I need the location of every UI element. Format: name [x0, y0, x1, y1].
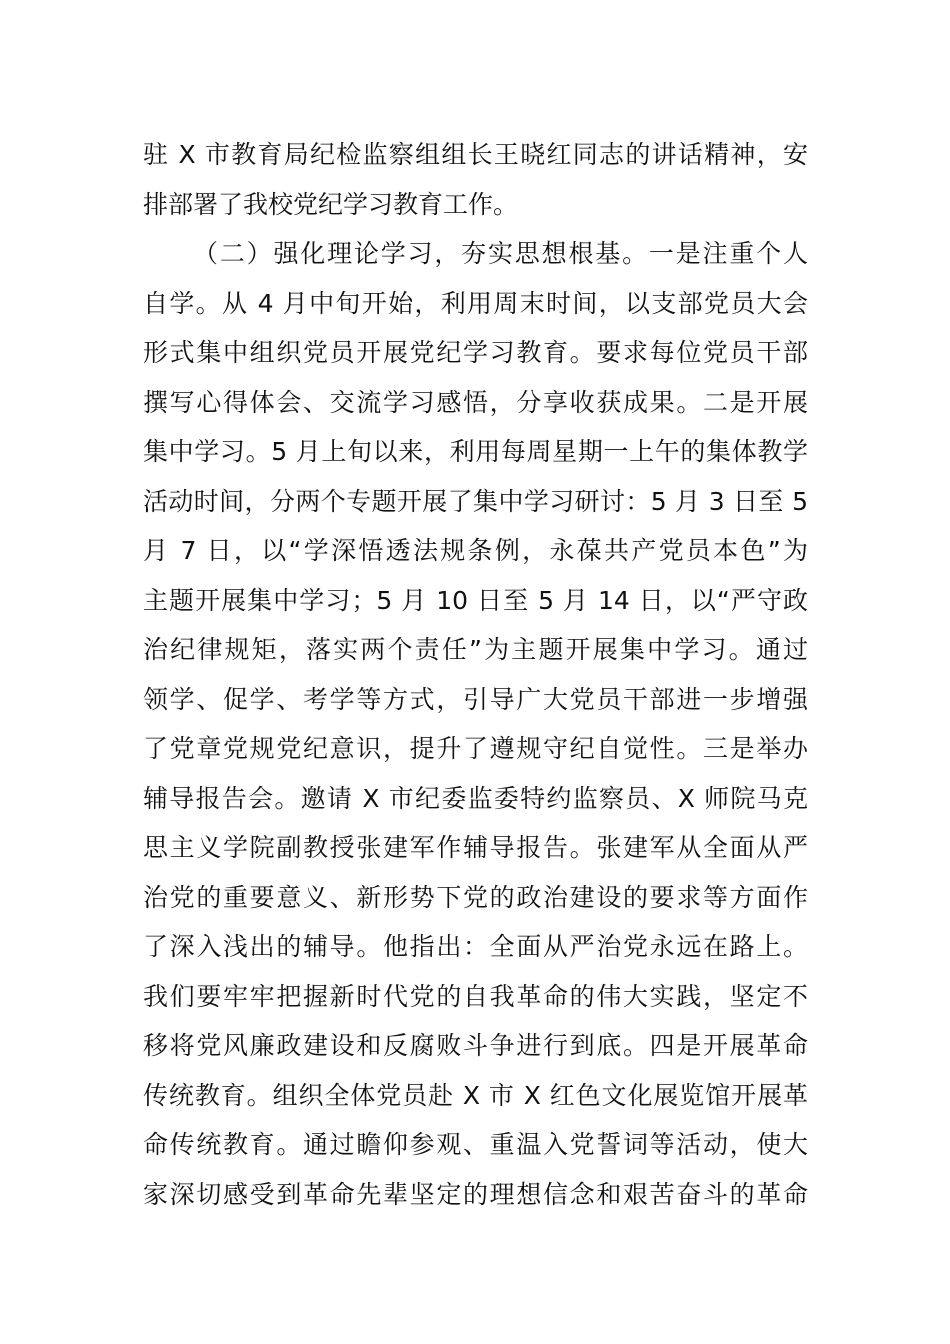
text-line: 形式集中组织党员开展党纪学习教育。要求每位党员干部 [143, 338, 808, 367]
text-line: 我们要牢牢把握新时代党的自我革命的伟大实践，坚定不 [143, 981, 808, 1011]
text-line: 传统教育。组织全体党员赴 X 市 X 红色文化展览馆开展革 [143, 1080, 808, 1110]
text-line: 命传统教育。通过瞻仰参观、重温入党誓词等活动，使大 [143, 1130, 808, 1159]
text-line: 治党的重要意义、新形势下党的政治建设的要求等方面作 [143, 882, 808, 912]
text-line: 了党章党规党纪意识，提升了遵规守纪自觉性。三是举办 [143, 734, 808, 763]
text-line: 自学。从 4 月中旬开始，利用周末时间，以支部党员大会 [143, 288, 808, 318]
text-line: 治纪律规矩，落实两个责任”为主题开展集中学习。通过 [143, 635, 808, 664]
text-line: 驻 X 市教育局纪检监察组组长王晓红同志的讲话精神，安 [143, 140, 808, 169]
section-heading-line: （二）强化理论学习，夯实思想根基。一是注重个人 [193, 239, 808, 268]
text-line: 排部署了我校党纪学习教育工作。 [143, 189, 519, 219]
body-text [143, 130, 808, 1219]
text-line: 集中学习。5 月上旬以来，利用每周星期一上午的集体教学 [143, 437, 808, 466]
text-line: 活动时间，分两个专题开展了集中学习研讨：5 月 3 日至 5 [143, 486, 808, 516]
text-line: 撰写心得体会、交流学习感悟，分享收获成果。二是开展 [143, 387, 808, 417]
text-line: 思主义学院副教授张建军作辅导报告。张建军从全面从严 [143, 833, 808, 862]
text-line: 家深切感受到革命先辈坚定的理想信念和艰苦奋斗的革命 [143, 1179, 808, 1209]
text-line: 主题开展集中学习；5 月 10 日至 5 月 14 日，以“严守政 [143, 585, 808, 615]
text-line: 移将党风廉政建设和反腐败斗争进行到底。四是开展革命 [143, 1031, 808, 1060]
text-line: 月 7 日，以“学深悟透法规条例，永葆共产党员本色”为 [143, 536, 808, 565]
text-line: 辅导报告会。邀请 X 市纪委监委特约监察员、X 师院马克 [143, 783, 808, 813]
text-line: 了深入浅出的辅导。他指出：全面从严治党永远在路上。 [143, 932, 808, 961]
text-line: 领学、促学、考学等方式，引导广大党员干部进一步增强 [143, 684, 808, 714]
